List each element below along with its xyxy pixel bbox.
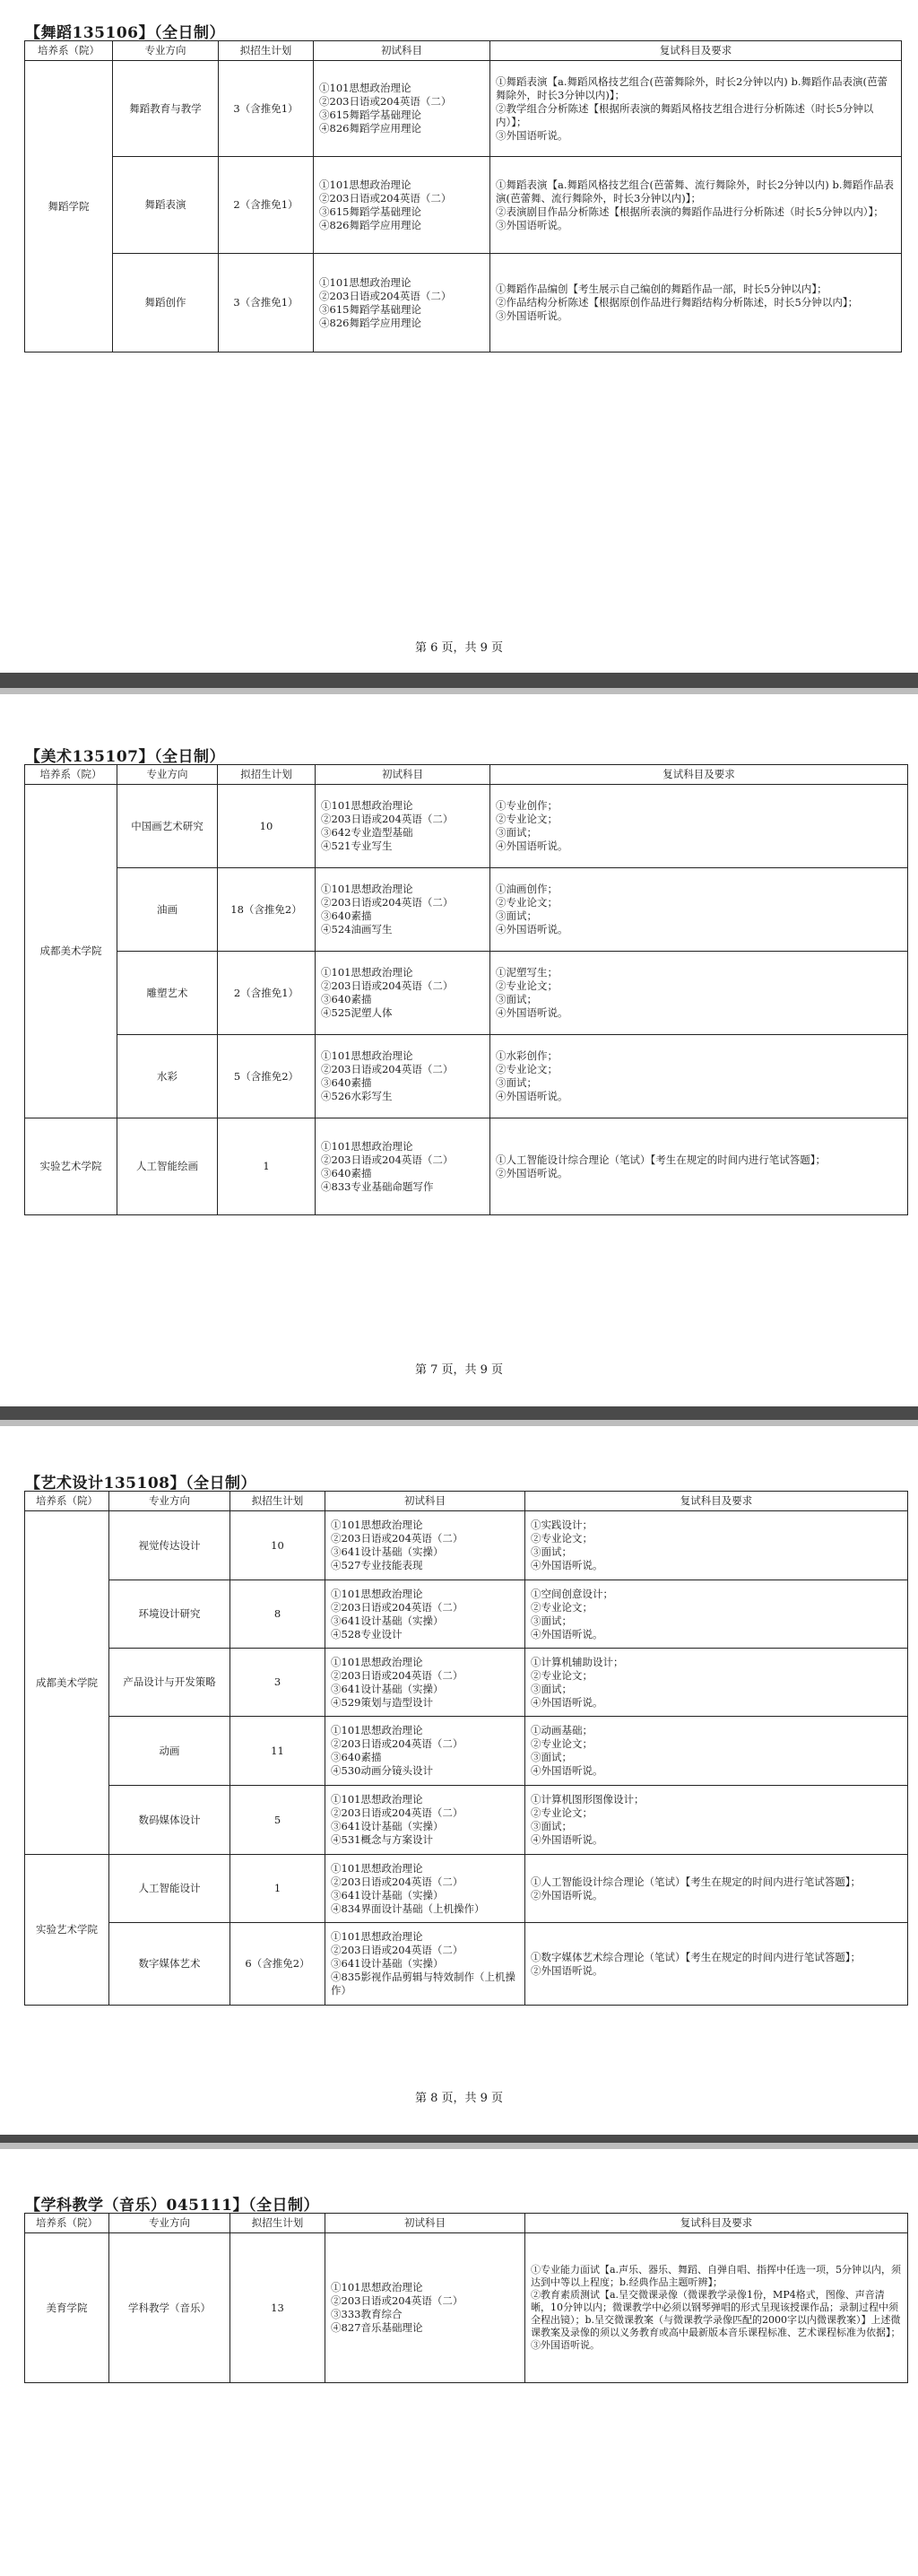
page-footer: 第 7 页，共 9 页 [414,1363,504,1377]
exam-cell: ①101思想政治理论 ②203日语或204英语（二） ③640素描 ④833专业基础命题写作 [316,1118,490,1215]
direction-cell: 舞蹈教育与教学 [113,61,219,157]
col-header-retest: 复试科目及要求 [490,41,902,61]
plan-cell: 6（含推免2） [230,1923,325,2006]
retest-cell: ①舞蹈表演【a.舞蹈风格技艺组合(芭蕾舞除外，时长2分钟以内) b.舞蹈作品表演(芭蕾舞除外，时长3分钟以内)】； ②教学组合分析陈述【根据所表演的舞蹈风格技艺组合进行分析陈述（时长5分钟以内）】； ③外国语听说。 [490,61,902,157]
table-row [25,1717,908,1786]
exam-cell: ①101思想政治理论 ②203日语或204英语（二） ③642专业造型基础 ④521专业写生 [316,785,490,868]
col-header-school: 培养系（院） [25,2214,109,2233]
col-header-school: 培养系（院） [25,1492,109,1511]
plan-cell: 3（含推免1） [219,254,314,352]
page-8 [0,1426,918,2135]
page-separator [0,2135,918,2149]
direction-cell: 视觉传达设计 [109,1511,230,1580]
direction-cell: 环境设计研究 [109,1580,230,1649]
plan-cell: 8 [230,1580,325,1649]
table-header-row [25,41,902,61]
school-cell: 成都美术学院 [25,785,117,1118]
table-row [25,1118,908,1215]
plan-cell: 13 [230,2233,325,2383]
plan-cell: 2（含推免1） [219,157,314,254]
table-row [25,1511,908,1580]
art-design-table [24,1491,908,2006]
table-header-row [25,2214,908,2233]
col-header-exam: 初试科目 [316,765,490,785]
table-row [25,1649,908,1717]
section-heading-art-design: 【艺术设计135108】（全日制） [25,1475,256,1493]
retest-cell: ①专业创作； ②专业论文； ③面试； ④外国语听说。 [490,785,908,868]
col-header-school: 培养系（院） [25,765,117,785]
exam-cell: ①101思想政治理论 ②203日语或204英语（二） ③641设计基础（实操） ④531概念与方案设计 [325,1786,525,1855]
table-row [25,1580,908,1649]
plan-cell: 1 [230,1855,325,1923]
table-row [25,2233,908,2383]
fine-arts-table [24,764,908,1215]
col-header-plan: 拟招生计划 [219,41,314,61]
plan-cell: 1 [218,1118,316,1215]
school-cell: 舞蹈学院 [25,61,113,352]
retest-cell: ①空间创意设计； ②专业论文； ③面试； ④外国语听说。 [525,1580,908,1649]
exam-cell: ①101思想政治理论 ②203日语或204英语（二） ③640素描 ④524油画写生 [316,868,490,952]
page-9 [0,2149,918,2576]
section-heading-dance: 【舞蹈135106】（全日制） [25,24,225,42]
table-row [25,1035,908,1118]
retest-cell: ①水彩创作； ②专业论文； ③面试； ④外国语听说。 [490,1035,908,1118]
table-row [25,1786,908,1855]
direction-cell: 人工智能绘画 [117,1118,218,1215]
col-header-retest: 复试科目及要求 [490,765,908,785]
col-header-exam: 初试科目 [325,2214,525,2233]
table-row [25,61,902,157]
table-row [25,952,908,1035]
plan-cell: 3 [230,1649,325,1717]
exam-cell: ①101思想政治理论 ②203日语或204英语（二） ③641设计基础（实操） ④529策划与造型设计 [325,1649,525,1717]
direction-cell: 动画 [109,1717,230,1786]
music-teaching-table [24,2213,908,2383]
retest-cell: ①人工智能设计综合理论（笔试）【考生在规定的时间内进行笔试答题】； ②外国语听说。 [525,1855,908,1923]
exam-cell: ①101思想政治理论 ②203日语或204英语（二） ③641设计基础（实操） ④528专业设计 [325,1580,525,1649]
col-header-exam: 初试科目 [314,41,490,61]
exam-cell: ①101思想政治理论 ②203日语或204英语（二） ③333教育综合 ④827音乐基础理论 [325,2233,525,2383]
exam-cell: ①101思想政治理论 ②203日语或204英语（二） ③640素描 ④526水彩写生 [316,1035,490,1118]
retest-cell: ①计算机辅助设计； ②专业论文； ③面试； ④外国语听说。 [525,1649,908,1717]
table-row [25,1923,908,2006]
retest-cell: ①泥塑写生； ②专业论文； ③面试； ④外国语听说。 [490,952,908,1035]
plan-cell: 10 [218,785,316,868]
plan-cell: 5 [230,1786,325,1855]
exam-cell: ①101思想政治理论 ②203日语或204英语（二） ③615舞蹈学基础理论 ④826舞蹈学应用理论 [314,254,490,352]
plan-cell: 5（含推免2） [218,1035,316,1118]
direction-cell: 舞蹈表演 [113,157,219,254]
retest-cell: ①舞蹈作品编创【考生展示自己编创的舞蹈作品一部，时长5分钟以内】； ②作品结构分析陈述【根据原创作品进行舞蹈结构分析陈述，时长5分钟以内】； ③外国语听说。 [490,254,902,352]
exam-cell: ①101思想政治理论 ②203日语或204英语（二） ③615舞蹈学基础理论 ④826舞蹈学应用理论 [314,157,490,254]
col-header-direction: 专业方向 [117,765,218,785]
col-header-direction: 专业方向 [109,2214,230,2233]
page-7 [0,694,918,1406]
retest-cell: ①实践设计； ②专业论文； ③面试； ④外国语听说。 [525,1511,908,1580]
school-cell: 实验艺术学院 [25,1855,109,2006]
exam-cell: ①101思想政治理论 ②203日语或204英语（二） ③641设计基础（实操） ④527专业技能表现 [325,1511,525,1580]
retest-cell: ①数字媒体艺术综合理论（笔试）【考生在规定的时间内进行笔试答题】； ②外国语听说。 [525,1923,908,2006]
col-header-school: 培养系（院） [25,41,113,61]
plan-cell: 11 [230,1717,325,1786]
page-separator [0,1406,918,1426]
exam-cell: ①101思想政治理论 ②203日语或204英语（二） ③640素描 ④525泥塑人体 [316,952,490,1035]
col-header-direction: 专业方向 [113,41,219,61]
table-row [25,254,902,352]
school-cell: 实验艺术学院 [25,1118,117,1215]
page-footer: 第 6 页，共 9 页 [414,641,504,655]
section-heading-music-teaching: 【学科教学（音乐）045111】（全日制） [25,2197,319,2215]
col-header-plan: 拟招生计划 [230,1492,325,1511]
retest-cell: ①人工智能设计综合理论（笔试）【考生在规定的时间内进行笔试答题】； ②外国语听说。 [490,1118,908,1215]
direction-cell: 油画 [117,868,218,952]
table-header-row [25,765,908,785]
direction-cell: 产品设计与开发策略 [109,1649,230,1717]
direction-cell: 数码媒体设计 [109,1786,230,1855]
retest-cell: ①油画创作； ②专业论文； ③面试； ④外国语听说。 [490,868,908,952]
col-header-plan: 拟招生计划 [230,2214,325,2233]
plan-cell: 10 [230,1511,325,1580]
exam-cell: ①101思想政治理论 ②203日语或204英语（二） ③615舞蹈学基础理论 ④826舞蹈学应用理论 [314,61,490,157]
retest-cell: ①计算机图形图像设计； ②专业论文； ③面试； ④外国语听说。 [525,1786,908,1855]
table-row [25,157,902,254]
dance-table [24,40,902,352]
direction-cell: 舞蹈创作 [113,254,219,352]
col-header-retest: 复试科目及要求 [525,2214,908,2233]
school-cell: 美育学院 [25,2233,109,2383]
plan-cell: 2（含推免1） [218,952,316,1035]
exam-cell: ①101思想政治理论 ②203日语或204英语（二） ③641设计基础（实操） ④834界面设计基础（上机操作） [325,1855,525,1923]
table-row [25,868,908,952]
direction-cell: 水彩 [117,1035,218,1118]
page-separator [0,673,918,694]
exam-cell: ①101思想政治理论 ②203日语或204英语（二） ③640素描 ④530动画分镜头设计 [325,1717,525,1786]
col-header-exam: 初试科目 [325,1492,525,1511]
plan-cell: 18（含推免2） [218,868,316,952]
table-row [25,785,908,868]
col-header-retest: 复试科目及要求 [525,1492,908,1511]
direction-cell: 学科教学（音乐） [109,2233,230,2383]
retest-cell: ①专业能力面试【a.声乐、器乐、舞蹈、自弹自唱、指挥中任选一项，5分钟以内，须达到中等以上程度；b.经典作品主题听辨】； ②教育素质测试【a.呈交微课录像（微课教学录像1份，MP4格式，图像、声音清晰，10分钟以内；微课教学中必须以钢琴弹唱的形式呈现该授课作品；录制过程中须全程出镜）；b.呈交微课教案（与微课教学录像匹配的2000字以内微课教案）】上述微课教案及录像的须以义务教育或高中最新版本音乐课程标准、艺术课程标准为依据】； ③外国语听说。 [525,2233,908,2383]
direction-cell: 数字媒体艺术 [109,1923,230,2006]
retest-cell: ①动画基础； ②专业论文； ③面试； ④外国语听说。 [525,1717,908,1786]
school-cell: 成都美术学院 [25,1511,109,1855]
table-header-row [25,1492,908,1511]
page-footer: 第 8 页，共 9 页 [414,2092,504,2105]
exam-cell: ①101思想政治理论 ②203日语或204英语（二） ③641设计基础（实操） ④835影视作品剪辑与特效制作（上机操作） [325,1923,525,2006]
col-header-plan: 拟招生计划 [218,765,316,785]
page-6 [0,0,918,673]
col-header-direction: 专业方向 [109,1492,230,1511]
direction-cell: 人工智能设计 [109,1855,230,1923]
retest-cell: ①舞蹈表演【a.舞蹈风格技艺组合(芭蕾舞、流行舞除外，时长2分钟以内) b.舞蹈作品表演(芭蕾舞、流行舞除外，时长3分钟以内)】； ②表演剧目作品分析陈述【根据所表演的舞蹈作品进行分析陈述（时长5分钟以内）】； ③外国语听说。 [490,157,902,254]
direction-cell: 雕塑艺术 [117,952,218,1035]
direction-cell: 中国画艺术研究 [117,785,218,868]
table-row [25,1855,908,1923]
plan-cell: 3（含推免1） [219,61,314,157]
section-heading-fine-arts: 【美术135107】（全日制） [25,748,225,766]
